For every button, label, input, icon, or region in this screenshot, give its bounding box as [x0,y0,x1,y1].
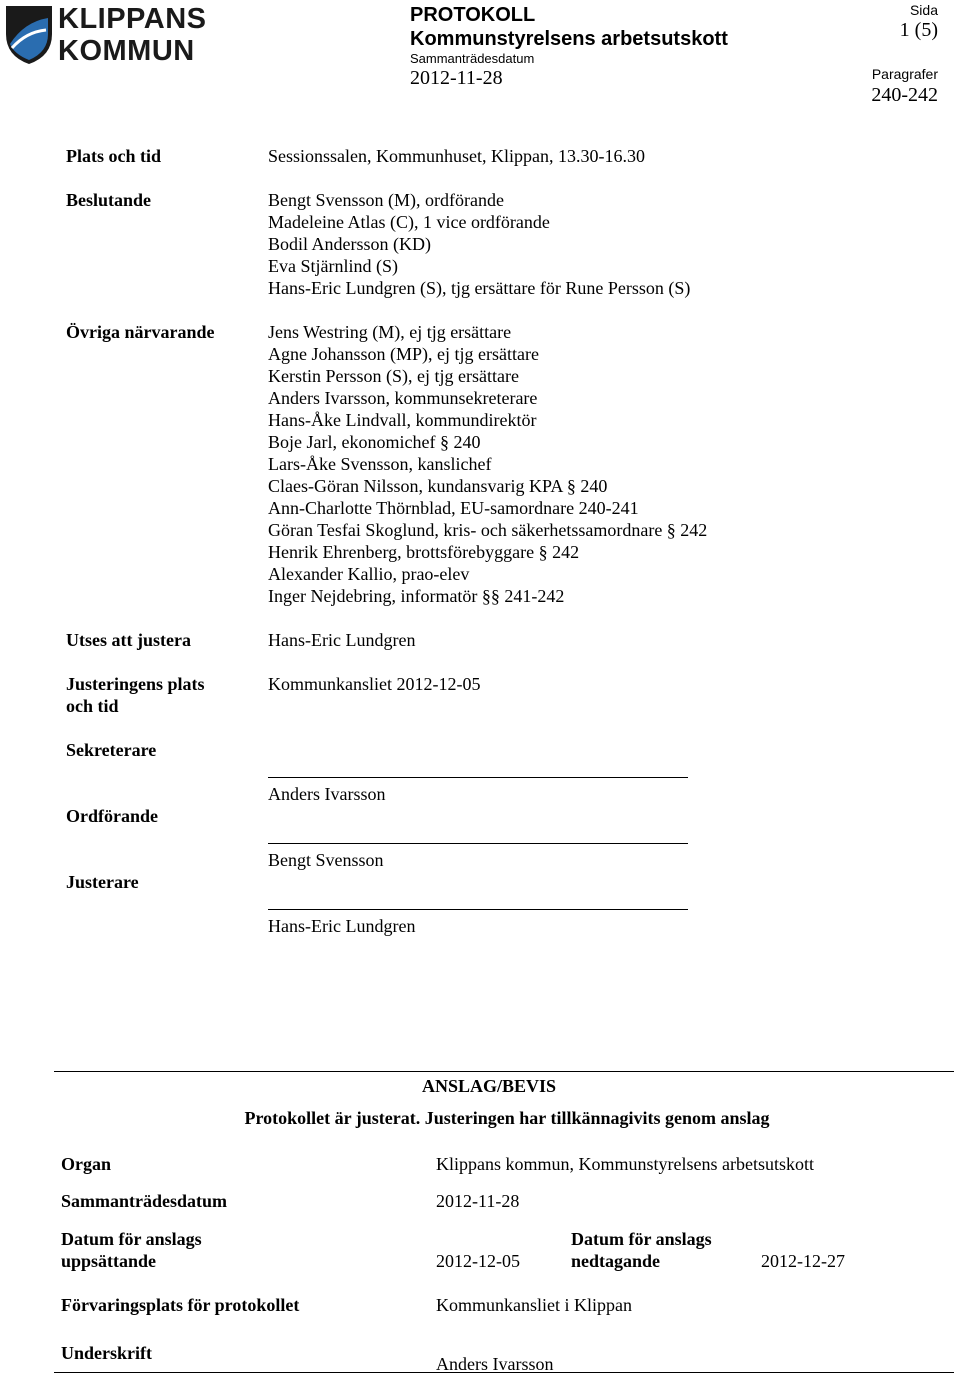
list-item: Hans-Åke Lindvall, kommundirektör [268,410,537,430]
list-item: Henrik Ehrenberg, brottsförebyggare § 242 [268,542,580,562]
signature-label: Underskrift [61,1343,152,1363]
list-item: Alexander Kallio, prao-elev [268,564,470,584]
signature-line-adjuster [268,909,688,910]
municipality-shield-icon [4,4,54,66]
removed-value: 2012-12-27 [761,1251,845,1271]
logo-line-2: KOMMUN [58,35,195,67]
meeting-date-label: Sammanträdesdatum [410,51,535,66]
list-item: Jens Westring (M), ej tjg ersättare [268,322,512,342]
list-item: Claes-Göran Nilsson, kundansvarig KPA § 240 [268,476,608,496]
klippans-kommun-logo [4,4,214,68]
logo-line-1: KLIPPANS [58,3,207,35]
adjuster-name: Hans-Eric Lundgren [268,916,416,936]
adjust-place-value: Kommunkansliet 2012-12-05 [268,674,481,694]
paragraphs-range: 240-242 [871,84,938,106]
adjuster-value: Hans-Eric Lundgren [268,630,416,650]
signature-value: Anders Ivarsson [436,1354,554,1374]
storage-label: Förvaringsplats för protokollet [61,1295,300,1315]
adjust-place-label-line2: och tid [66,696,119,716]
adjuster-sign-label: Justerare [66,872,139,892]
removed-label-line2: nedtagande [571,1251,661,1271]
list-item: Agne Johansson (MP), ej tjg ersättare [268,344,539,364]
chair-label: Ordförande [66,806,158,826]
list-item: Kerstin Persson (S), ej tjg ersättare [268,366,519,386]
anslag-date-label: Sammanträdesdatum [61,1191,228,1211]
secretary-name: Anders Ivarsson [268,784,386,804]
deciding-label: Beslutande [66,190,152,210]
chair-name: Bengt Svensson [268,850,384,870]
list-item: Bengt Svensson (M), ordförande [268,190,504,210]
storage-value: Kommunkansliet i Klippan [436,1295,632,1315]
anslag-title: ANSLAG/BEVIS [421,1076,557,1096]
secretary-label: Sekreterare [66,740,157,760]
signature-line-secretary [268,777,688,778]
list-item: Inger Nejdebring, informatör §§ 241-242 [268,586,565,606]
place-label: Plats och tid [66,146,162,166]
paragraphs-label: Paragrafer [871,66,938,82]
anslag-bottom-line [54,1372,954,1373]
adjuster-label: Utses att justera [66,630,191,650]
list-item: Anders Ivarsson, kommunsekreterare [268,388,538,408]
list-item: Eva Stjärnlind (S) [268,256,398,276]
page-number: 1 (5) [899,19,938,41]
document-type: PROTOKOLL [410,4,536,26]
place-value: Sessionssalen, Kommunhuset, Klippan, 13.30-16.30 [268,146,645,166]
anslag-divider [54,1071,954,1072]
deciding-list [268,189,690,299]
signature-line-chair [268,843,688,844]
organ-label: Organ [61,1154,112,1174]
posted-label-line2: uppsättande [61,1251,157,1271]
others-list [268,321,707,607]
list-item: Lars-Åke Svensson, kanslichef [268,454,492,474]
list-item: Hans-Eric Lundgren (S), tjg ersättare för Rune Persson (S) [268,278,691,298]
posted-label-line1: Datum för anslags [61,1229,202,1249]
list-item: Bodil Andersson (KD) [268,234,431,254]
posted-value: 2012-12-05 [436,1251,520,1271]
list-item: Madeleine Atlas (C), 1 vice ordförande [268,212,550,232]
anslag-subtitle: Protokollet är justerat. Justeringen har tillkännagivits genom anslag [244,1108,770,1128]
page-label: Sida [909,2,938,18]
meeting-date: 2012-11-28 [410,67,503,89]
list-item: Ann-Charlotte Thörnblad, EU-samordnare 240-241 [268,498,639,518]
organ-value: Klippans kommun, Kommunstyrelsens arbetsutskott [436,1154,814,1174]
removed-label-line1: Datum för anslags [571,1229,712,1249]
committee-name: Kommunstyrelsens arbetsutskott [410,28,728,50]
list-item: Göran Tesfai Skoglund, kris- och säkerhetssamordnare § 242 [268,520,708,540]
list-item: Boje Jarl, ekonomichef § 240 [268,432,481,452]
others-label: Övriga närvarande [66,322,215,342]
anslag-date-value: 2012-11-28 [436,1191,520,1211]
adjust-place-label-line1: Justeringens plats [66,674,205,694]
